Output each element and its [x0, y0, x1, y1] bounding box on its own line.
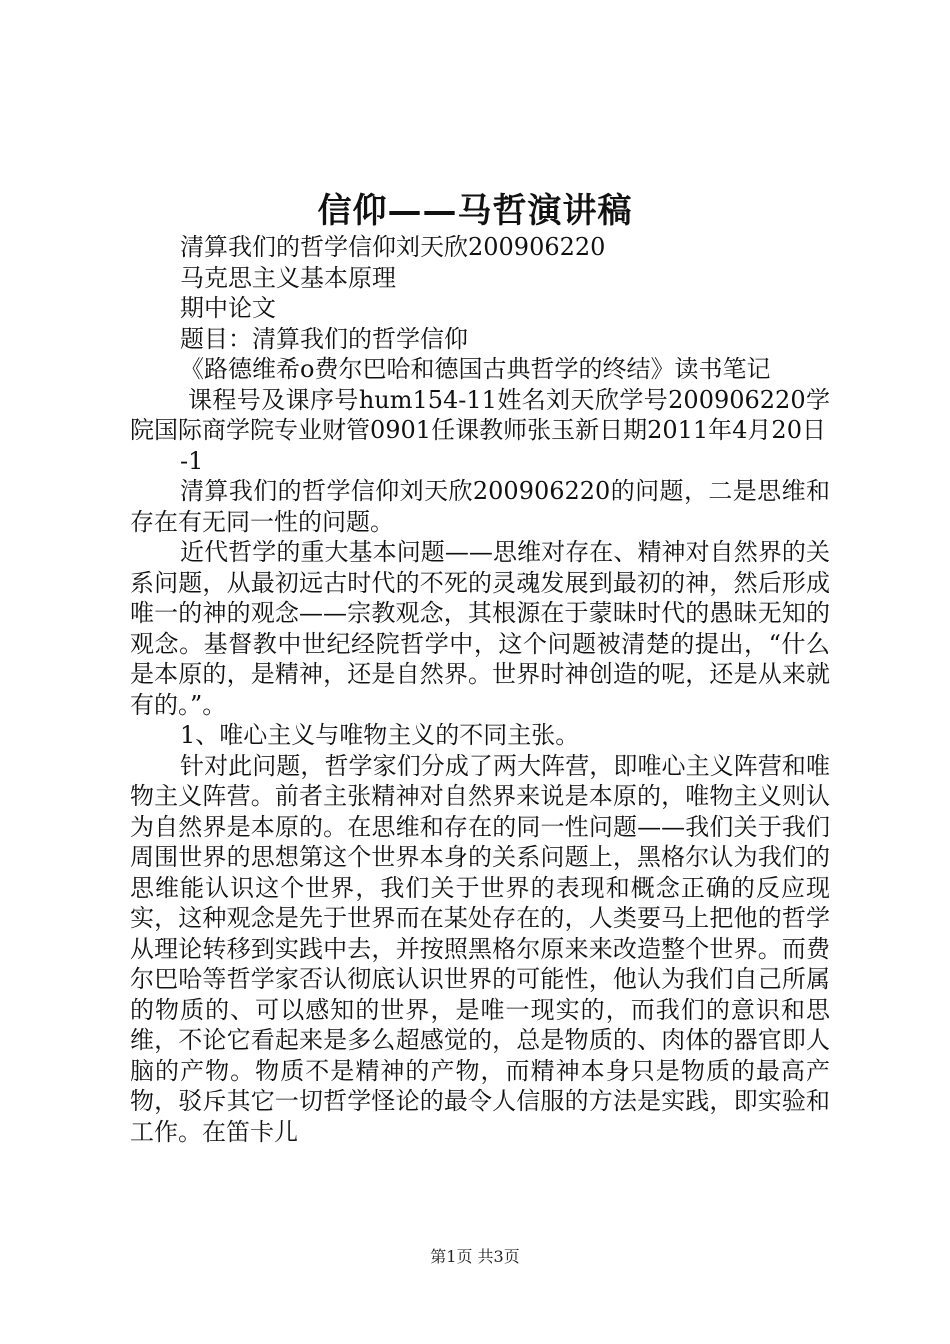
paragraph-topic: 题目：清算我们的哲学信仰 [180, 324, 468, 353]
paragraph-section-heading: 1、唯心主义与唯物主义的不同主张。 [180, 721, 580, 749]
paragraph-body-3: 针对此问题，哲学家们分成了两大阵营，即唯心主义阵营和唯物主义阵营。前者主张精神对自然界来说是本原的，唯物主义则认为自然界是本原的。在思维和存在的同一性问题——我们关于我们周围世界的思想第这个世界本身的关系问题上，黑格尔认为我们的思维能认识这个世界，我们关于世界的表现和概念正确的反应现实，这种观念是先于世界而在某处存在的，人类要马上把他的哲学从理论转移到实践中去，并按照黑格尔原来来改造整个世界。而费尔巴哈等哲学家否认彻底认识世界的可能性，他认为我们自己所属的物质的、可以感知的世界，是唯一现实的，而我们的意识和思维，不论它看起来是多么超感觉的，总是物质的、肉体的器官即人脑的产物。物质不是精神的产物，而精神本身只是物质的最高产物，驳斥其它一切哲学怪论的最令人信服的方法是实践，即实验和工作。在笛卡儿 [130, 751, 830, 1146]
paragraph-course-info: 课程号及课序号hum154-11姓名刘天欣学号200906220学院国际商学院专业财管0901任课教师张玉新日期2011年4月20日 [130, 385, 830, 444]
paragraph-body-2: 近代哲学的重大基本问题——思维对存在、精神对自然界的关系问题，从最初远古时代的不死的灵魂发展到最初的神，然后形成唯一的神的观念——宗教观念，其根源在于蒙昧时代的愚昧无知的观念。基督教中世纪经院哲学中，这个问题被清楚的提出，“什么是本原的，是精神，还是自然界。世界时神创造的呢，还是从来就有的。”。 [130, 538, 830, 719]
paragraph-page-marker: -1 [180, 446, 204, 475]
paragraph-author-line: 清算我们的哲学信仰刘天欣200906220 [180, 233, 606, 261]
paragraph-paper-type: 期中论文 [180, 294, 276, 322]
paragraph-course-name: 马克思主义基本原理 [180, 263, 396, 292]
page-title: 信仰——马哲演讲稿 [317, 191, 633, 231]
paragraph-book-title: 《路德维希o费尔巴哈和德国古典哲学的终结》读书笔记 [180, 355, 771, 383]
page-footer: 第1页 共3页 [430, 1247, 520, 1266]
paragraph-body-1: 清算我们的哲学信仰刘天欣200906220的问题，二是思维和存在有无同一性的问题。 [130, 477, 830, 536]
document-body [130, 232, 830, 1147]
